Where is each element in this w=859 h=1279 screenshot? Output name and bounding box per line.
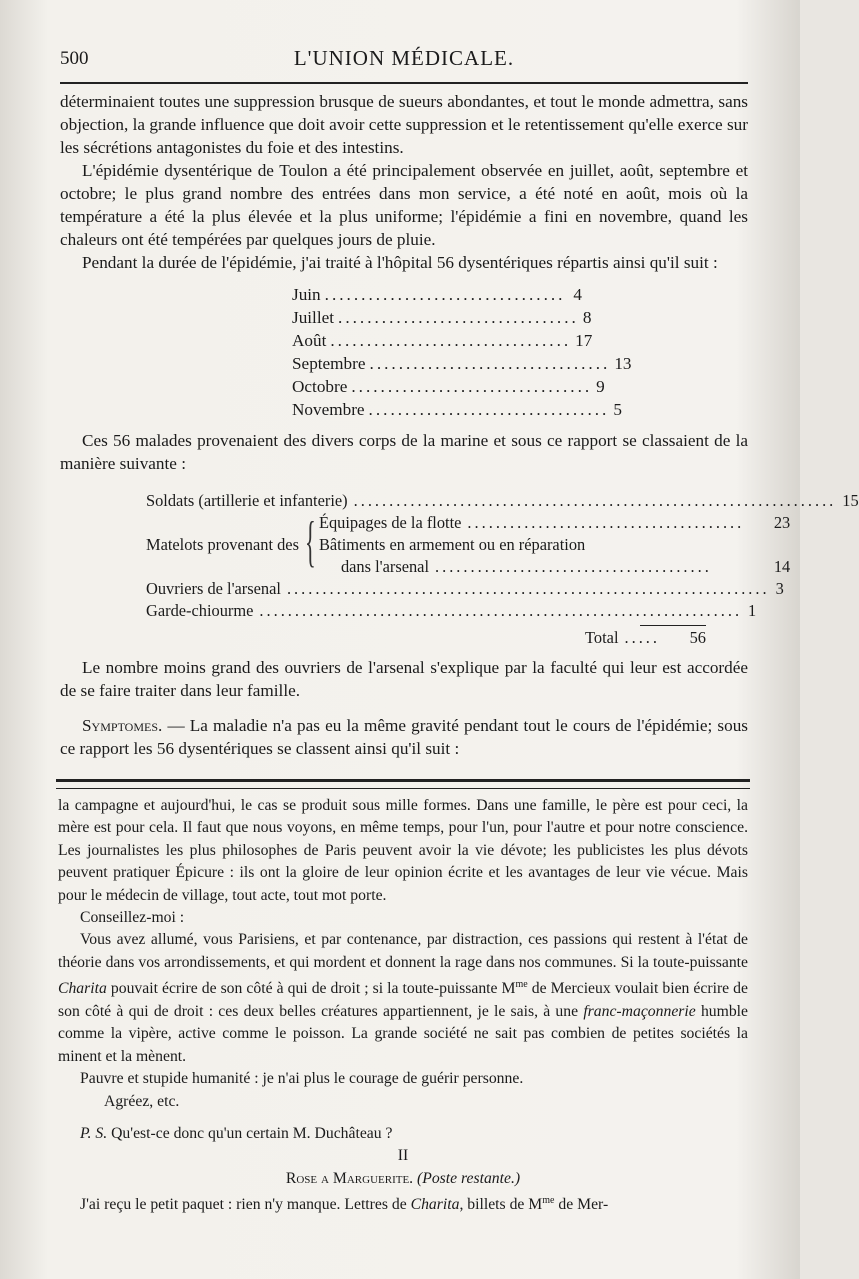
text-run: de Mercieux voulait bien écrire de son côté à qui de droit : ces deux belles créatures appartiennent, je le sais, à une bbox=[58, 980, 748, 1020]
paragraph: Ces 56 malades provenaient des divers corps de la marine et sous ce rapport se classaient de la manière suivante : bbox=[60, 431, 748, 473]
table-row bbox=[292, 352, 632, 375]
paragraph: Pendant la durée de l'épidémie, j'ai traité à l'hôpital 56 dysentériques répartis ainsi qu'il suit : bbox=[82, 253, 718, 272]
month-name: Juillet bbox=[292, 308, 335, 327]
feuilleton-rule bbox=[56, 779, 750, 789]
superscript: me bbox=[542, 1195, 555, 1207]
leader-dots: ................................. bbox=[338, 308, 579, 327]
month-value: 5 bbox=[613, 400, 622, 419]
leader-dots: ....................................... bbox=[435, 557, 712, 576]
page-number: 500 bbox=[60, 48, 89, 69]
matelots-items bbox=[319, 511, 790, 577]
corps-name: dans l'arsenal bbox=[340, 557, 430, 576]
italic-text: Charita bbox=[58, 980, 107, 998]
ps-label: P. S. bbox=[80, 1124, 108, 1142]
paragraph: L'épidémie dysentérique de Toulon a été principalement observée en juillet, août, septembre et octobre; le plus grand nombre des entrées dans mon service, a été noté en août, mois où la température a été la plus élevée et la plus uniforme; l'épidémie a fini en novembre, quand les chaleurs ont été tempérées par quelques jours de pluie. bbox=[60, 161, 748, 249]
matelots-label: Matelots provenant des bbox=[146, 534, 299, 554]
corps-name: Garde-chiourme bbox=[146, 601, 254, 620]
leader-dots: .................................................................... bbox=[286, 579, 770, 598]
superscript: me bbox=[515, 979, 528, 991]
total-row bbox=[146, 626, 706, 648]
paragraph bbox=[60, 714, 748, 760]
table-row bbox=[146, 489, 859, 511]
corps-table bbox=[146, 489, 859, 648]
table-row bbox=[292, 306, 592, 329]
section-number: II bbox=[397, 1147, 409, 1165]
month-name: Juin bbox=[292, 285, 321, 304]
month-value: 9 bbox=[596, 377, 605, 396]
page-header bbox=[60, 44, 748, 74]
paragraph: Pauvre et stupide humanité : je n'ai plus le courage de guérir personne. bbox=[80, 1070, 524, 1088]
closing: Agréez, etc. bbox=[104, 1092, 180, 1110]
paragraph: déterminaient toutes une suppression brusque de sueurs abondantes, et tout le monde admettra, sans objection, la grande influence que doit avoir cette suppression et le retentissement qu'elle exerce sur les sécrétions antagonistes du foie et des intestins. bbox=[60, 92, 748, 157]
section-title-text: Rose a Marguerite. bbox=[285, 1169, 414, 1187]
text-run: , billets de M bbox=[459, 1196, 543, 1214]
leader-dots: ....................................... bbox=[467, 513, 745, 532]
section-subtitle: (Poste restante.) bbox=[417, 1169, 521, 1187]
total-value: 56 bbox=[689, 628, 706, 647]
table-row bbox=[319, 511, 790, 533]
paragraph bbox=[58, 929, 748, 1068]
corps-value: 3 bbox=[775, 579, 784, 598]
italic-text: franc-maçonnerie bbox=[583, 1002, 696, 1020]
paragraph bbox=[58, 1190, 748, 1217]
corps-value: 15 bbox=[842, 491, 859, 510]
table-row bbox=[146, 599, 757, 621]
table-row bbox=[292, 283, 582, 306]
leader-dots: ................................. bbox=[324, 285, 566, 304]
month-value: 8 bbox=[582, 308, 592, 327]
text-run: J'ai reçu le petit paquet : rien n'y manque. Lettres de bbox=[80, 1196, 411, 1214]
total-label: Total bbox=[585, 628, 619, 647]
italic-text: Charita bbox=[410, 1196, 460, 1214]
section-heading: Symptomes. bbox=[82, 716, 163, 735]
corps-value: 23 bbox=[773, 513, 791, 532]
paragraph: Conseillez-moi : bbox=[80, 909, 185, 927]
paragraph: la campagne et aujourd'hui, le cas se produit sous mille formes. Dans une famille, le père est pour ceci, la mère est pour cela. Il faut que nous voyons, en même temps, pour l'un, pour l'autre et pour notre conscience. Les journalistes les plus philosophes de Paris peuvent avoir la vie dévote; les publicistes les plus dévots peuvent pratiquer Épicure : ils ont la gloire de leur opinion écrite et les avantages de leur vie vécue. Mais pour le médecin de village, tout acte, tout mot porte. bbox=[58, 797, 748, 904]
brace-glyph: { bbox=[304, 511, 316, 573]
table-row bbox=[146, 577, 784, 599]
table-row bbox=[292, 375, 605, 398]
month-value: 13 bbox=[614, 354, 632, 373]
corps-name: Soldats (artillerie et infanterie) bbox=[146, 491, 348, 510]
header-rule bbox=[60, 82, 748, 84]
feuilleton-text bbox=[58, 795, 748, 1217]
text-run: de Mer- bbox=[554, 1196, 609, 1214]
ps-text: Qu'est-ce donc qu'un certain M. Duchâteau ? bbox=[107, 1124, 393, 1142]
paragraph: Le nombre moins grand des ouvriers de l'arsenal s'explique par la faculté qui leur est accordée de se faire traiter dans leur famille. bbox=[60, 658, 748, 700]
monthly-table bbox=[292, 283, 632, 421]
leader-dots: ................................. bbox=[351, 377, 593, 396]
corps-name: Ouvriers de l'arsenal bbox=[146, 579, 281, 598]
table-row bbox=[319, 533, 790, 555]
month-name: Octobre bbox=[292, 377, 348, 396]
leader-dots: ..... bbox=[624, 628, 660, 647]
table-row bbox=[292, 398, 622, 421]
table-row bbox=[292, 329, 593, 352]
corps-name: Équipages de la flotte bbox=[318, 513, 462, 532]
month-value: 4 bbox=[573, 285, 582, 304]
month-value: 17 bbox=[575, 331, 593, 350]
corps-name: Bâtiments en armement ou en réparation bbox=[318, 535, 586, 554]
corps-value: 14 bbox=[773, 557, 791, 576]
leader-dots: ................................. bbox=[369, 354, 611, 373]
month-name: Août bbox=[292, 331, 327, 350]
leader-dots: ................................. bbox=[330, 331, 572, 350]
corps-value: 1 bbox=[748, 601, 757, 620]
matelots-group bbox=[146, 511, 791, 577]
postscript bbox=[58, 1123, 748, 1145]
text-run: pouvait écrire de son côté à qui de droit ; si la toute-puissante M bbox=[106, 980, 516, 998]
leader-dots: .................................................................... bbox=[259, 601, 743, 620]
section-title bbox=[58, 1168, 748, 1190]
leader-dots: .................................................................... bbox=[353, 491, 837, 510]
paragraph-text: — La maladie n'a pas eu la même gravité pendant tout le cours de l'épidémie; sous ce rapport les 56 dysentériques se classent ainsi qu'il suit : bbox=[60, 716, 748, 758]
journal-title: L'UNION MÉDICALE. bbox=[293, 46, 515, 70]
table-row bbox=[319, 555, 790, 577]
month-name: Novembre bbox=[292, 400, 365, 419]
text-run: humble comme la vipère, active comme le poisson. La grande société ne sait pas combien de petites sociétés la minent et la mènent. bbox=[58, 1002, 749, 1065]
leader-dots: ................................. bbox=[368, 400, 610, 419]
text-run: Vous avez allumé, vous Parisiens, et par contenance, par distraction, ces passions qui restent à l'état de théorie dans vos arrondissements, et qui mordent et donnent la rage dans nos communes. Si la toute-puissante bbox=[58, 931, 748, 971]
month-name: Septembre bbox=[292, 354, 366, 373]
upper-article bbox=[60, 90, 859, 760]
